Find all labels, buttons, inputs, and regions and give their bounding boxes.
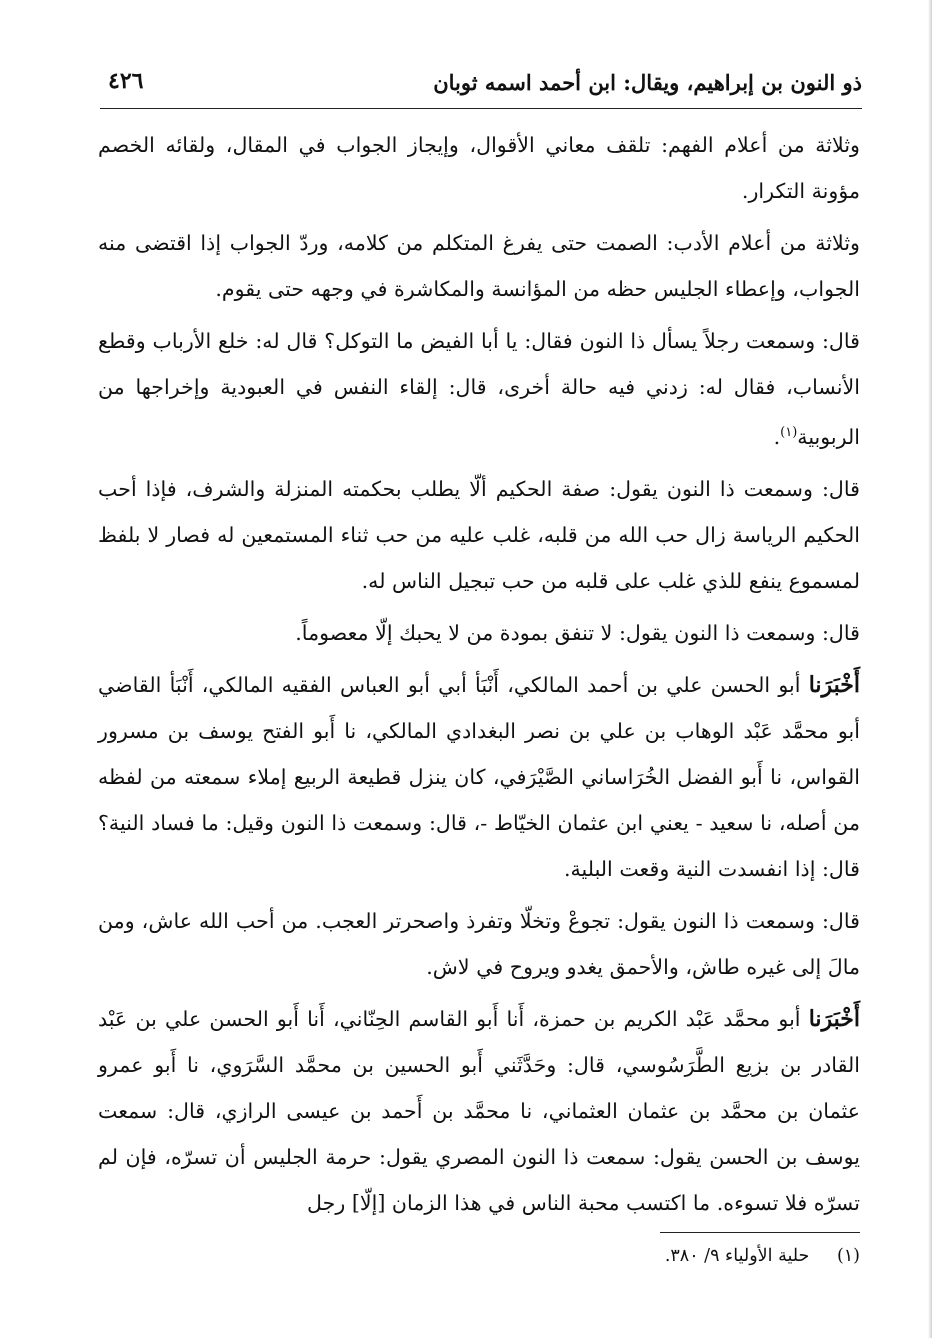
isnad-lead-word: أَخْبَرَنا xyxy=(808,671,861,698)
paragraph-3-text: قال: وسمعت رجلاً يسأل ذا النون فقال: يا أبا الفيض ما التوكل؟ قال له: خلع الأرباب وقطع الأنساب، فقال له: زدني فيه حالة أخرى، قال: إلقاء النفس في العبودية وإخراجها من الربوبية xyxy=(98,329,860,449)
paragraph-8 xyxy=(98,996,860,1226)
page-number: ٤٢٦ xyxy=(108,68,144,94)
isnad-lead-word: أَخْبَرَنا xyxy=(808,1005,861,1032)
paragraph-1: وثلاثة من أعلام الفهم: تلقف معاني الأقوال، وإيجاز الجواب في المقال، ولقائه الخصم مؤونة التكرار. xyxy=(98,133,860,203)
paragraph-6 xyxy=(98,662,860,892)
footnote-marker: (١) xyxy=(780,425,798,440)
paragraph-5: قال: وسمعت ذا النون يقول: لا تنفق بمودة من لا يحبك إلّا معصوماً. xyxy=(295,620,860,645)
footnote xyxy=(665,1246,860,1266)
paragraph-3-end: . xyxy=(773,424,781,449)
footnote-text: حلية الأولياء ٩/ ٣٨٠. xyxy=(664,1246,810,1266)
paragraph-2: وثلاثة من أعلام الأدب: الصمت حتى يفرغ المتكلم من كلامه، وردّ الجواب إذا اقتضى منه الجواب، وإعطاء الجليس حظه من المؤانسة والمكاشرة في وجهه حتى يقوم. xyxy=(98,231,860,301)
page-body xyxy=(98,122,860,1232)
footnote-number: (١) xyxy=(836,1246,860,1266)
paragraph-8-text: أبو محمَّد عَبْد الكريم بن حمزة، أَنا أَبو القاسم الحِنّاني، أَنا أَبو الحسن علي بن عَبْد القادر بن بزيع الطَّرَسُوسي، قال: وحَدَّثَني أَبو الحسين بن محمَّد السَّرَوي، نا أَبو عمرو عثمان بن محمَّد بن عثمان العثماني، نا محمَّد بن أَحمد بن عيسى الرازي، قال: سمعت يوسف بن الحسن يقول: سمعت ذا النون المصري يقول: حرمة الجليس أن تسرّه، فإن لم تسرّه فلا تسوءه. ما اكتسب محبة الناس في هذا الزمان [إلّا] رجل xyxy=(98,1006,860,1215)
paragraph-6-text: أبو الحسن علي بن أحمد المالكي، أَنْبَأ أبي أبو العباس الفقيه المالكي، أَنْبَأ القاضي أبو محمَّد عَبْد الوهاب بن علي بن نصر البغدادي المالكي، نا أَبو الفتح يوسف بن مسرور القواس، نا أَبو الفضل الخُرَاساني الصَّيْرَفي، كان ينزل قطيعة الربيع إملاء سمعته من لفظه من أصله، نا سعيد - يعني ابن عثمان الخيّاط -، قال: وسمعت ذا النون وقيل: ما فساد النية؟ قال: إذا انفسدت النية وقعت البلية. xyxy=(98,672,860,881)
paragraph-7: قال: وسمعت ذا النون يقول: تجوعْ وتخلّا وتفرذ واصحرتر العجب. من أحب الله عاش، ومن مالَ إلى غيره طاش، والأحمق يغدو ويروح في لاش. xyxy=(98,908,860,979)
footnote-separator xyxy=(660,1232,860,1233)
running-header-title: ذو النون بن إبراهيم، ويقال: ابن أحمد اسمه ثوبان xyxy=(433,70,862,95)
paragraph-3 xyxy=(98,318,860,460)
paragraph-4: قال: وسمعت ذا النون يقول: صفة الحكيم ألّا يطلب بحكمته المنزلة والشرف، فإذا أحب الحكيم الرياسة زال حب الله من قلبه، غلب عليه من حب ثناء المستمعين له فصار لا بلفظ لمسموع ينفع للذي غلب على قلبه من حب تبجيل الناس له. xyxy=(98,476,860,593)
running-header xyxy=(100,66,862,109)
